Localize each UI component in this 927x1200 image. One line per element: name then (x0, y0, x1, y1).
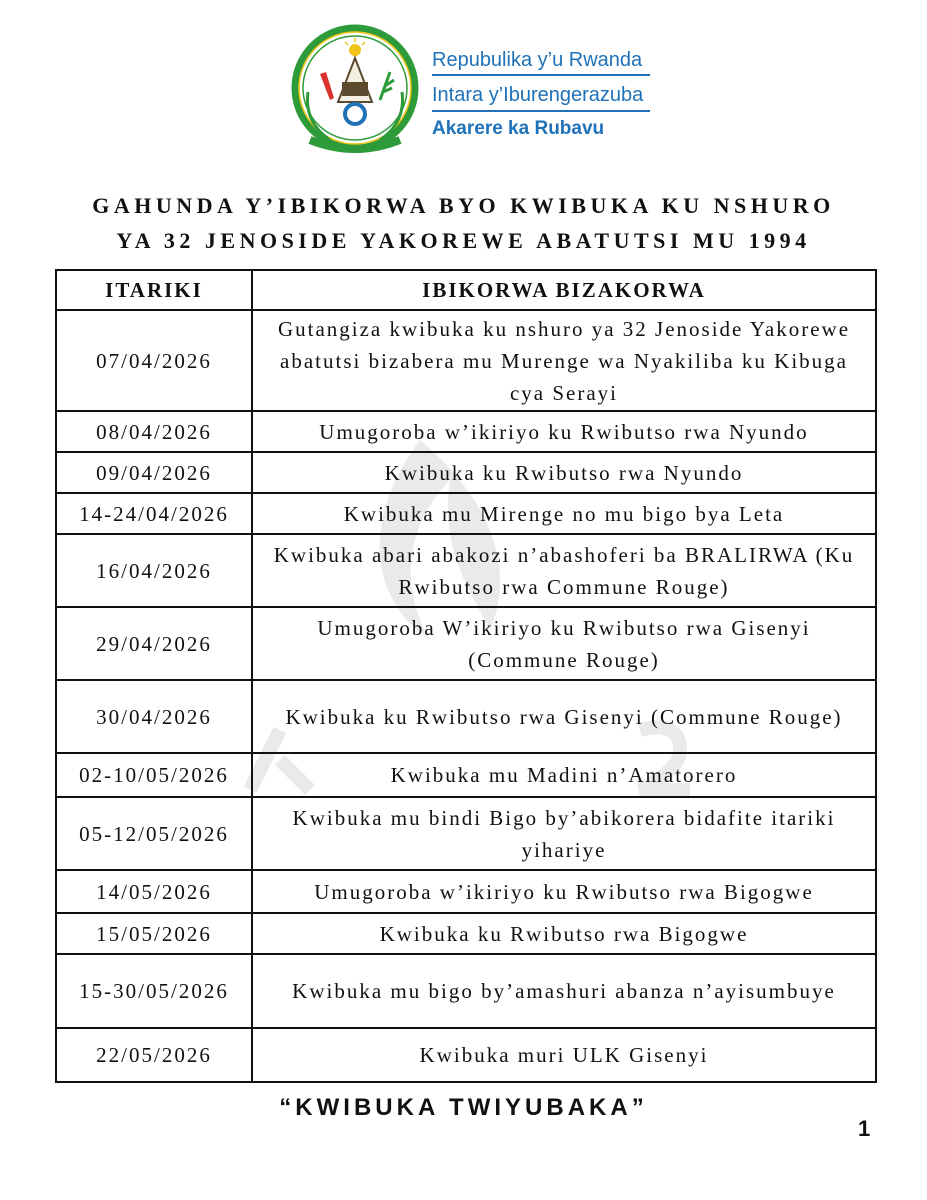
table-row (56, 411, 876, 452)
org-province: Intara y’Iburengerazuba (432, 82, 650, 112)
footer-motto: “KWIBUKA TWIYUBAKA” (279, 1094, 648, 1121)
activity-cell: Kwibuka mu Madini n’Amatorero (252, 753, 876, 797)
table-row (56, 753, 876, 797)
date-cell: 15-30/05/2026 (56, 954, 252, 1028)
table-row (56, 870, 876, 913)
activity-cell: Umugoroba w’ikiriyo ku Rwibutso rwa Bigogwe (252, 870, 876, 913)
table-row (56, 954, 876, 1028)
activity-cell: Kwibuka ku Rwibutso rwa Nyundo (252, 452, 876, 493)
rwanda-coat-of-arms-icon (290, 22, 420, 162)
table-header-row (56, 270, 876, 310)
organization-block (432, 48, 650, 142)
date-cell: 05-12/05/2026 (56, 797, 252, 870)
table-row (56, 797, 876, 870)
document-title (0, 188, 927, 258)
schedule-table (55, 269, 877, 1083)
table-row (56, 1028, 876, 1082)
table-row (56, 913, 876, 954)
activity-cell: Kwibuka mu bindi Bigo by’abikorera bidafite itariki yihariye (252, 797, 876, 870)
activity-cell: Gutangiza kwibuka ku nshuro ya 32 Jenoside Yakorewe abatutsi bizabera mu Murenge wa Nyakiliba ku Kibuga cya Serayi (252, 310, 876, 411)
table-row (56, 607, 876, 680)
activity-cell: Umugoroba w’ikiriyo ku Rwibutso rwa Nyundo (252, 411, 876, 452)
date-cell: 30/04/2026 (56, 680, 252, 753)
header-activity: IBIKORWA BIZAKORWA (252, 270, 876, 310)
org-district: Akarere ka Rubavu (432, 118, 605, 139)
title-line-1: GAHUNDA Y’IBIKORWA BYO KWIBUKA KU NSHURO (92, 193, 835, 218)
date-cell: 22/05/2026 (56, 1028, 252, 1082)
activity-cell: Kwibuka mu bigo by’amashuri abanza n’ayisumbuye (252, 954, 876, 1028)
activity-cell: Kwibuka ku Rwibutso rwa Bigogwe (252, 913, 876, 954)
date-cell: 14/05/2026 (56, 870, 252, 913)
table-row (56, 310, 876, 411)
table-row (56, 534, 876, 607)
title-line-2: YA 32 JENOSIDE YAKOREWE ABATUTSI MU 1994 (116, 228, 811, 253)
date-cell: 15/05/2026 (56, 913, 252, 954)
activity-cell: Kwibuka ku Rwibutso rwa Gisenyi (Commune Rouge) (252, 680, 876, 753)
date-cell: 02-10/05/2026 (56, 753, 252, 797)
date-cell: 14-24/04/2026 (56, 493, 252, 534)
page-number: 1 (858, 1116, 871, 1141)
date-cell: 29/04/2026 (56, 607, 252, 680)
activity-cell: Umugoroba W’ikiriyo ku Rwibutso rwa Gisenyi (Commune Rouge) (252, 607, 876, 680)
activity-cell: Kwibuka abari abakozi n’abashoferi ba BRALIRWA (Ku Rwibutso rwa Commune Rouge) (252, 534, 876, 607)
org-country: Repubulika y’u Rwanda (432, 48, 650, 76)
activity-cell: Kwibuka muri ULK Gisenyi (252, 1028, 876, 1082)
date-cell: 16/04/2026 (56, 534, 252, 607)
table-row (56, 680, 876, 753)
activity-cell: Kwibuka mu Mirenge no mu bigo bya Leta (252, 493, 876, 534)
date-cell: 08/04/2026 (56, 411, 252, 452)
date-cell: 09/04/2026 (56, 452, 252, 493)
table-row (56, 493, 876, 534)
header-date: ITARIKI (56, 270, 252, 310)
date-cell: 07/04/2026 (56, 310, 252, 411)
table-row (56, 452, 876, 493)
